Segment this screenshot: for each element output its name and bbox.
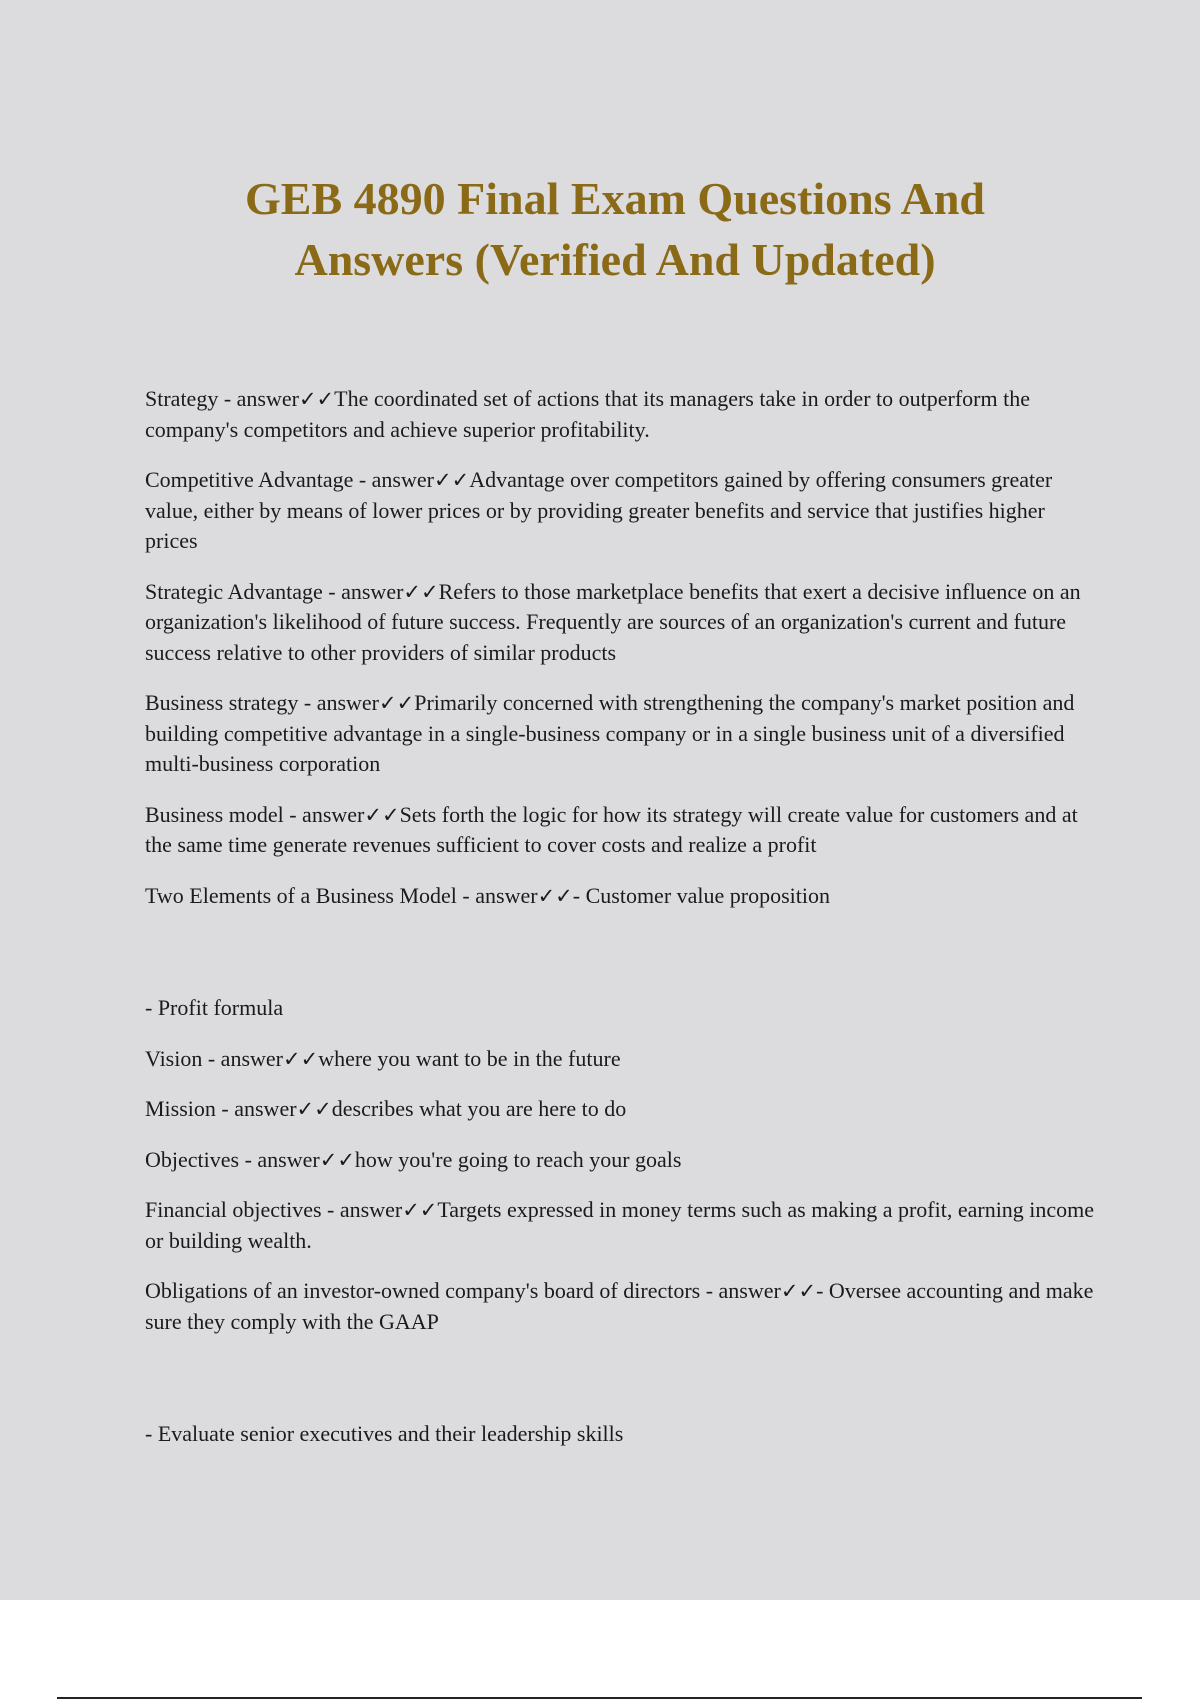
entry-financial-objectives <box>145 1195 1095 1256</box>
document-title <box>150 168 1080 290</box>
entry-term: Mission - answer <box>145 1096 297 1121</box>
entry-definition: - Customer value proposition <box>572 882 831 908</box>
entry-term: Business model - answer <box>145 801 365 827</box>
check-mark-icon: ✓✓ <box>403 579 439 604</box>
entry-business-strategy <box>145 688 1095 780</box>
entry-definition: Sets forth the logic for how its strategy will create value for customers and at the same time generate revenues sufficient to cover costs and realize a profit <box>145 801 1078 857</box>
entry-term: Objectives - answer <box>145 1146 320 1172</box>
entry-term: Vision - answer <box>145 1045 283 1071</box>
entry-continuation-profit-formula: - Profit formula <box>145 995 284 1020</box>
entry-board-obligations <box>145 1276 1095 1337</box>
flashcard-list <box>145 384 1095 1470</box>
entry-strategy <box>145 384 1095 445</box>
entry-vision <box>145 1044 1095 1075</box>
entry-competitive-advantage <box>145 465 1095 557</box>
check-mark-icon: ✓✓ <box>282 1046 319 1071</box>
entry-objectives <box>145 1145 1095 1176</box>
check-mark-icon: ✓✓ <box>364 802 400 827</box>
footer-divider <box>57 1697 1142 1699</box>
entry-term: Obligations of an investor-owned company's board of directors - answer <box>145 1278 781 1303</box>
entry-definition: - Oversee accounting and make sure they comply with the GAAP <box>145 1278 1094 1334</box>
entry-term: Competitive Advantage - answer <box>145 467 434 492</box>
entry-definition: describes what you are here to do <box>331 1096 627 1121</box>
check-mark-icon: ✓✓ <box>402 1198 438 1222</box>
check-mark-icon: ✓✓ <box>537 883 573 908</box>
check-mark-icon: ✓✓ <box>780 1279 817 1303</box>
entry-strategic-advantage <box>145 577 1095 669</box>
title-line-1: GEB 4890 Final Exam Questions And <box>245 173 985 224</box>
entry-definition: Advantage over competitors gained by offering consumers greater value, either by means of lower prices or by providing greater benefits and service that justifies higher prices <box>145 467 1053 553</box>
entry-definition: Targets expressed in money terms such as making a profit, earning income or building wealth. <box>145 1197 1095 1253</box>
entry-definition: Refers to those marketplace benefits that exert a decisive influence on an organization's likelihood of future success. Frequently are sources of an organization's current and future success relative to other providers of similar products <box>145 578 1081 665</box>
entry-term: Strategic Advantage - answer <box>145 578 404 604</box>
entry-definition: Primarily concerned with strengthening the company's market position and building competitive advantage in a single-business company or in a single business unit of a diversified multi-business corporation <box>145 690 1075 776</box>
entry-term: Financial objectives - answer <box>145 1197 403 1222</box>
entry-mission <box>145 1094 1095 1125</box>
entry-definition: The coordinated set of actions that its managers take in order to outperform the company's competitors and achieve superior profitability. <box>145 386 1030 442</box>
entry-term: Business strategy - answer <box>145 690 380 715</box>
entry-two-elements-business-model <box>145 881 1095 912</box>
entry-term: Two Elements of a Business Model - answer <box>145 882 538 908</box>
entry-business-model <box>145 800 1095 861</box>
entry-continuation-evaluate-executives: - Evaluate senior executives and their leadership skills <box>145 1421 624 1446</box>
entry-definition: how you're going to reach your goals <box>354 1146 682 1172</box>
title-line-2: Answers (Verified And Updated) <box>294 234 936 285</box>
entry-definition: where you want to be in the future <box>318 1045 621 1071</box>
check-mark-icon: ✓✓ <box>379 691 415 715</box>
check-mark-icon: ✓✓ <box>296 1097 332 1121</box>
check-mark-icon: ✓✓ <box>319 1147 355 1172</box>
entry-term: Strategy - answer <box>145 386 299 411</box>
check-mark-icon: ✓✓ <box>298 387 335 411</box>
check-mark-icon: ✓✓ <box>433 468 470 492</box>
